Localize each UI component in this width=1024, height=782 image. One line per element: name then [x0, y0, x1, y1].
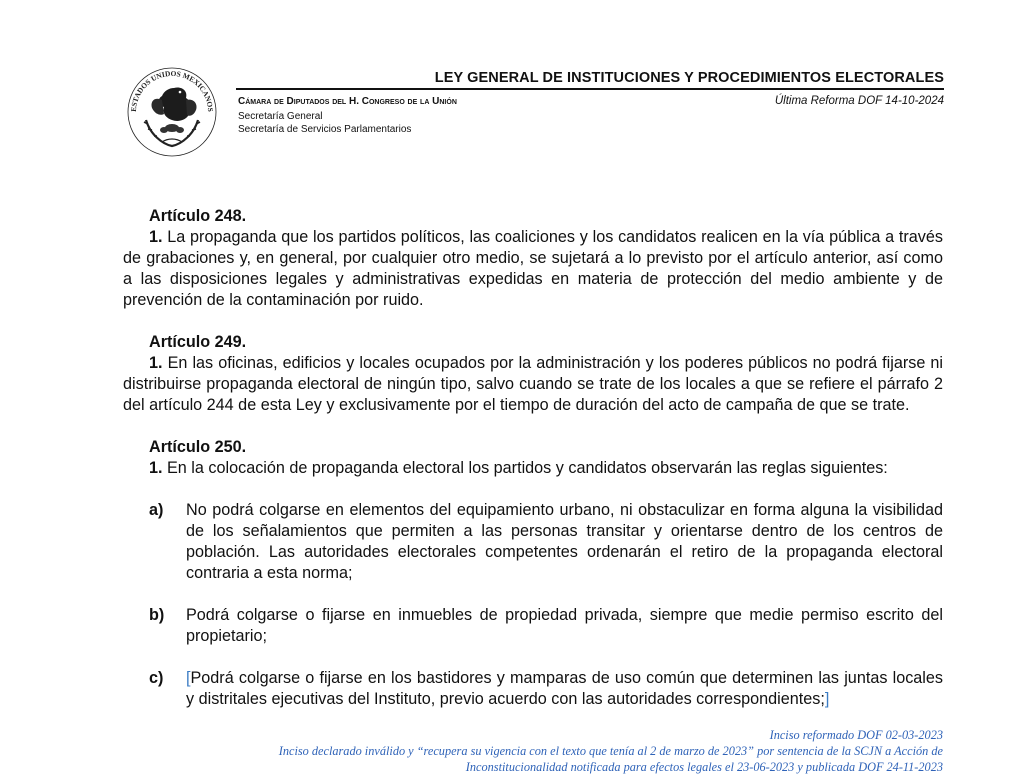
seal-text: ESTADOS UNIDOS MEXICANOS	[128, 68, 216, 113]
paragraph-text: En la colocación de propaganda electoral los partidos y candidatos observarán las reglas siguientes:	[162, 459, 888, 477]
list-item	[123, 668, 943, 710]
item-label: a)	[149, 501, 164, 519]
article-heading: Artículo 248.	[149, 207, 247, 225]
last-reform-date: Última Reforma DOF 14-10-2024	[774, 95, 944, 107]
paragraph-text: En las oficinas, edificios y locales ocupados por la administración y los poderes públicos no podrá fijarse ni distribuirse propaganda electoral de ningún tipo, salvo cuando se trate de los locales a que se refiere el párrafo 2 del artículo 244 de esta Ley y exclusivamente por el tiempo de duración del acto de campaña de que se trate.	[123, 354, 943, 414]
item-label: b)	[149, 606, 165, 624]
open-bracket: [	[186, 669, 191, 687]
article-paragraph	[123, 227, 943, 311]
item-text-container	[186, 668, 943, 710]
article-heading: Artículo 250.	[149, 438, 247, 456]
item-text: Podrá colgarse o fijarse en los bastidores y mamparas de uso común que determinen las juntas locales y distritales ejecutivas del Instituto, previo acuerdo con las autoridades correspondientes;	[186, 669, 943, 708]
paragraph-number: 1.	[149, 228, 163, 246]
secretariat-parliamentary: Secretaría de Servicios Parlamentarios	[238, 124, 412, 135]
item-label: c)	[149, 669, 164, 687]
list-item	[123, 605, 943, 647]
paragraph-number: 1.	[149, 354, 163, 372]
chamber-name: Cámara de Diputados del H. Congreso de la Unión	[238, 96, 457, 107]
header-divider	[236, 88, 944, 90]
paragraph-number: 1.	[149, 459, 163, 477]
invalidity-note-line-2: Inconstitucionalidad notificada para efectos legales el 23-06-2023 y publicada DOF 24-11-2023	[465, 760, 943, 774]
article-paragraph	[123, 353, 943, 416]
invalidity-note-line-1: Inciso declarado inválido y “recupera su vigencia con el texto que tenía al 2 de marzo de 2023” por sentencia de la SCJN a Acción de	[278, 744, 943, 758]
secretariat-general: Secretaría General	[238, 111, 323, 122]
item-text: Podrá colgarse o fijarse en inmuebles de propiedad privada, siempre que medie permiso escrito del propietario;	[186, 606, 943, 645]
document-body	[123, 206, 943, 710]
paragraph-text: La propaganda que los partidos políticos, las coaliciones y los candidatos realicen en la vía pública a través de grabaciones y, en general, por cualquier otro medio, se sujetará a lo previsto por el artículo anterior, así como a las disposiciones legales y administrativas expedidas en materia de protección del medio ambiente y de prevención de la contaminación por ruido.	[123, 228, 943, 309]
reform-note: Inciso reformado DOF 02-03-2023	[769, 728, 943, 742]
article-paragraph	[123, 458, 943, 479]
article-heading: Artículo 249.	[149, 333, 247, 351]
mexican-coat-of-arms-seal	[122, 58, 222, 158]
law-title: LEY GENERAL DE INSTITUCIONES Y PROCEDIMIENTOS ELECTORALES	[434, 70, 944, 86]
close-bracket: ]	[824, 690, 830, 708]
list-item	[123, 500, 943, 584]
item-text: No podrá colgarse en elementos del equipamiento urbano, ni obstaculizar en forma alguna la visibilidad de los señalamientos que permiten a las personas transitar y orientarse dentro de los centros de población. Las autoridades electorales competentes ordenarán el retiro de la propaganda electoral contraria a esta norma;	[186, 501, 943, 582]
